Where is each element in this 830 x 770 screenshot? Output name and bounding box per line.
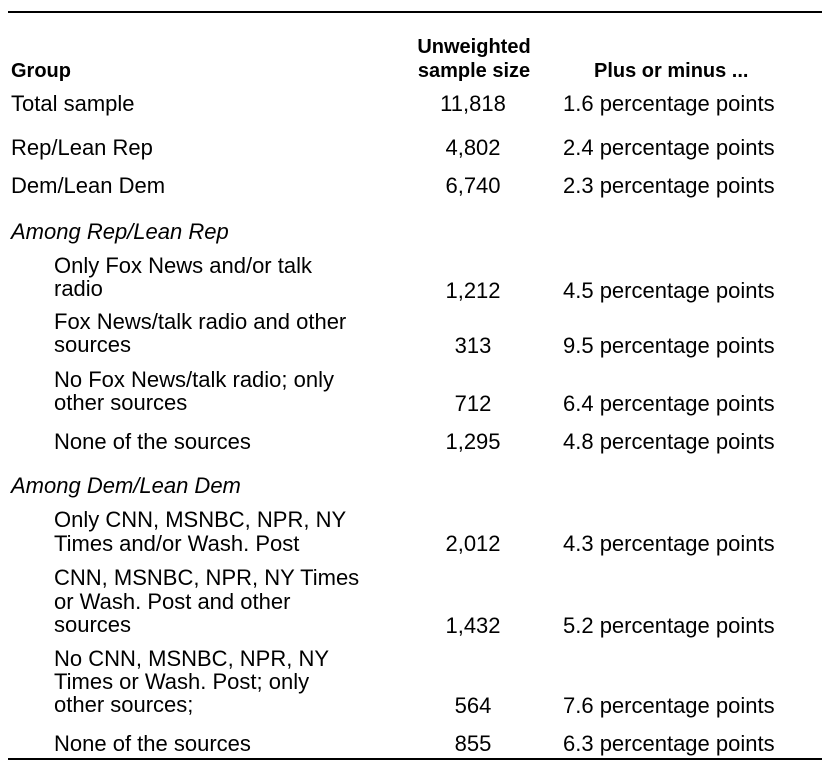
- row-label-line1: Only Fox News and/or talk: [54, 253, 312, 278]
- row-label-line1: CNN, MSNBC, NPR, NY Times: [54, 565, 360, 590]
- section-heading-rep: Among Rep/Lean Rep: [11, 219, 229, 244]
- section-heading-dem: Among Dem/Lean Dem: [11, 473, 241, 498]
- row-margin-of-error: 1.6 percentage points: [563, 91, 775, 116]
- row-margin-of-error: 6.4 percentage points: [563, 391, 775, 416]
- moe-column-header: Plus or minus ...: [594, 60, 749, 82]
- row-label-line1: Fox News/talk radio and other: [54, 309, 347, 334]
- row-sample-size: 1,212: [445, 278, 501, 303]
- row-sample-size: 313: [454, 333, 492, 358]
- row-label-line1: No Fox News/talk radio; only: [54, 367, 334, 392]
- sample-size-header-line1: Unweighted: [417, 36, 531, 58]
- row-label: Total sample: [11, 91, 135, 116]
- row-sample-size: 2,012: [445, 531, 501, 556]
- row-margin-of-error: 9.5 percentage points: [563, 333, 775, 358]
- row-margin-of-error: 4.5 percentage points: [563, 278, 775, 303]
- row-margin-of-error: 5.2 percentage points: [563, 613, 775, 638]
- row-label: Dem/Lean Dem: [11, 173, 166, 198]
- group-column-header: Group: [11, 60, 71, 82]
- top-rule: [8, 11, 822, 13]
- row-label-line3: other sources;: [54, 692, 194, 717]
- row-label: None of the sources: [54, 731, 251, 756]
- sample-size-header-line2: sample size: [417, 60, 531, 82]
- row-label-line2: Times and/or Wash. Post: [54, 531, 300, 556]
- row-label-line2: other sources: [54, 390, 188, 415]
- row-sample-size: 11,818: [440, 91, 506, 116]
- row-sample-size: 1,432: [445, 613, 501, 638]
- row-sample-size: 6,740: [445, 173, 501, 198]
- row-sample-size: 712: [454, 391, 492, 416]
- row-margin-of-error: 4.8 percentage points: [563, 429, 775, 454]
- row-label-line1: Only CNN, MSNBC, NPR, NY: [54, 507, 347, 532]
- bottom-rule: [8, 758, 822, 760]
- row-label-line2: Times or Wash. Post; only: [54, 669, 310, 694]
- row-sample-size: 4,802: [445, 135, 501, 160]
- row-label-line3: sources: [54, 612, 132, 637]
- row-label-line1: No CNN, MSNBC, NPR, NY: [54, 646, 330, 671]
- row-label: Rep/Lean Rep: [11, 135, 153, 160]
- row-margin-of-error: 2.4 percentage points: [563, 135, 775, 160]
- row-sample-size: 564: [454, 693, 492, 718]
- row-margin-of-error: 2.3 percentage points: [563, 173, 775, 198]
- row-margin-of-error: 6.3 percentage points: [563, 731, 775, 756]
- row-label-line2: radio: [54, 276, 103, 301]
- row-label-line2: or Wash. Post and other: [54, 589, 291, 614]
- row-sample-size: 1,295: [445, 429, 501, 454]
- row-margin-of-error: 7.6 percentage points: [563, 693, 775, 718]
- row-label: None of the sources: [54, 429, 251, 454]
- row-sample-size: 855: [454, 731, 492, 756]
- row-label-line2: sources: [54, 332, 132, 357]
- row-margin-of-error: 4.3 percentage points: [563, 531, 775, 556]
